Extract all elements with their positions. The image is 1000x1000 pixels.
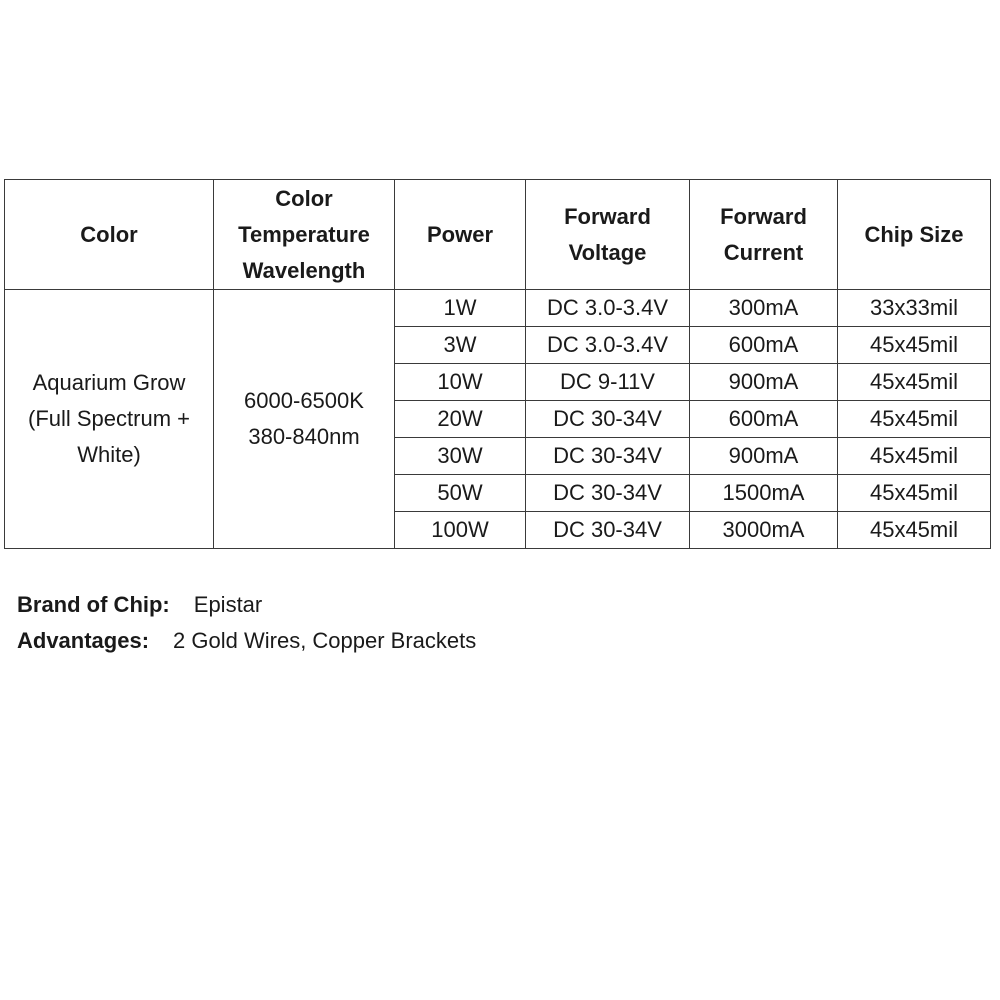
voltage-cell: DC 3.0-3.4V (526, 290, 690, 327)
voltage-cell: DC 9-11V (526, 364, 690, 401)
header-color (5, 180, 214, 290)
voltage-cell: DC 30-34V (526, 401, 690, 438)
header-color-label: Color (80, 221, 138, 247)
temperature-cell (214, 290, 395, 549)
chip-size-cell: 45x45mil (838, 475, 991, 512)
spec-table (4, 179, 991, 549)
header-power (395, 180, 526, 290)
header-forward-voltage (526, 180, 690, 290)
power-cell: 50W (395, 475, 526, 512)
temperature-line1: 6000-6500K (244, 388, 364, 413)
power-cell: 30W (395, 438, 526, 475)
header-chip-size (838, 180, 991, 290)
advantages-line (17, 626, 476, 656)
header-row (5, 180, 991, 290)
current-cell: 900mA (690, 364, 838, 401)
header-color-temperature (214, 180, 395, 290)
power-cell: 3W (395, 327, 526, 364)
power-cell: 10W (395, 364, 526, 401)
table-row (5, 290, 991, 327)
current-cell: 900mA (690, 438, 838, 475)
header-fwd-voltage-line1: Forward (564, 203, 651, 229)
power-cell: 20W (395, 401, 526, 438)
advantages-value: 2 Gold Wires, Copper Brackets (173, 628, 477, 653)
current-cell: 600mA (690, 327, 838, 364)
brand-line (17, 590, 262, 620)
temperature-line2: 380-840nm (248, 424, 360, 449)
brand-value: Epistar (193, 592, 263, 617)
voltage-cell: DC 30-34V (526, 512, 690, 549)
chip-size-cell: 45x45mil (838, 512, 991, 549)
header-power-label: Power (426, 221, 494, 247)
brand-label: Brand of Chip: (17, 592, 170, 617)
current-cell: 1500mA (690, 475, 838, 512)
current-cell: 600mA (690, 401, 838, 438)
color-line3: White) (77, 442, 141, 467)
color-line1: Aquarium Grow (32, 370, 186, 395)
power-cell: 1W (395, 290, 526, 327)
header-color-temp-line1: Color (275, 185, 333, 211)
color-line2: (Full Spectrum + (28, 406, 190, 431)
voltage-cell: DC 3.0-3.4V (526, 327, 690, 364)
voltage-cell: DC 30-34V (526, 438, 690, 475)
current-cell: 300mA (690, 290, 838, 327)
header-chip-size-label: Chip Size (864, 221, 964, 247)
chip-size-cell: 45x45mil (838, 401, 991, 438)
header-fwd-voltage-line2: Voltage (568, 239, 647, 265)
power-cell: 100W (395, 512, 526, 549)
chip-size-cell: 45x45mil (838, 364, 991, 401)
advantages-label: Advantages: (17, 628, 150, 653)
chip-size-cell: 45x45mil (838, 438, 991, 475)
header-color-temp-line2: Temperature (238, 221, 370, 247)
chip-size-cell: 33x33mil (838, 290, 991, 327)
header-forward-current (690, 180, 838, 290)
current-cell: 3000mA (690, 512, 838, 549)
color-cell (5, 290, 214, 549)
header-color-temp-line3: Wavelength (242, 257, 366, 283)
chip-size-cell: 45x45mil (838, 327, 991, 364)
header-fwd-current-line2: Current (723, 239, 804, 265)
voltage-cell: DC 30-34V (526, 475, 690, 512)
header-fwd-current-line1: Forward (720, 203, 807, 229)
